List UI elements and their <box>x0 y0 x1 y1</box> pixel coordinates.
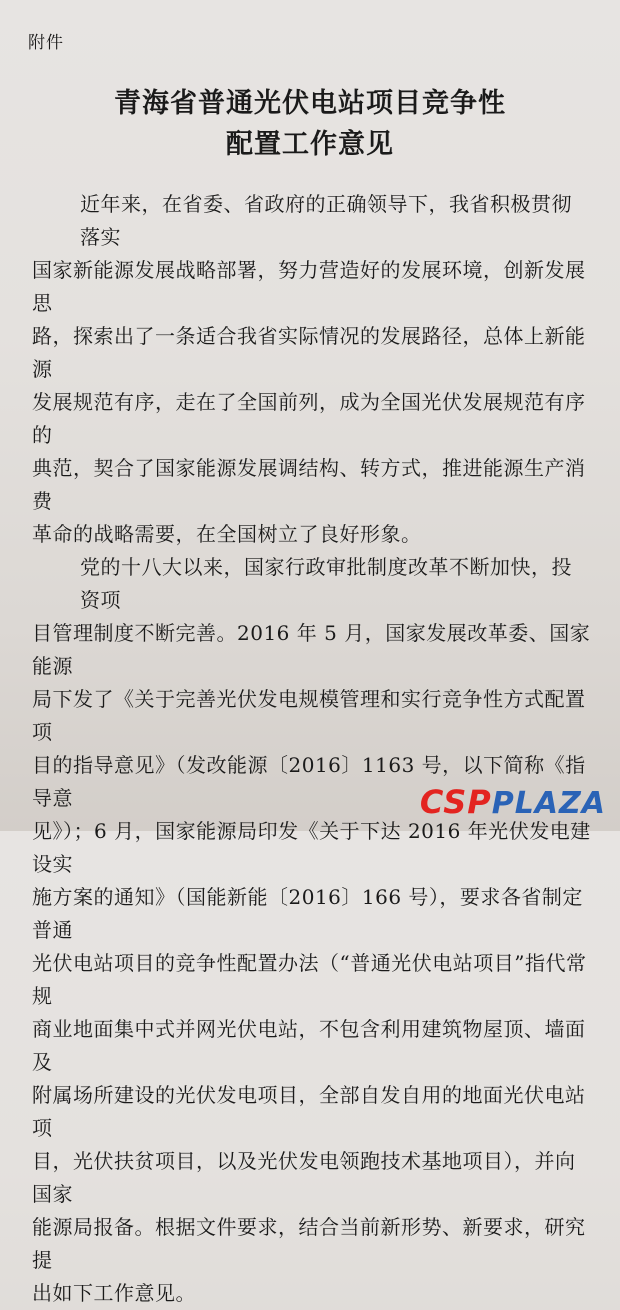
watermark-plaza-text: PLAZA <box>491 786 606 821</box>
body-line: 目管理制度不断完善。2016 年 5 月，国家发展改革委、国家能源 <box>32 621 591 678</box>
document-title-line-2: 配置工作意见 <box>226 129 394 160</box>
body-line: 典范，契合了国家能源发展调结构、转方式，推进能源生产消费 <box>32 456 586 513</box>
body-line: 附属场所建设的光伏发电项目，全部自发自用的地面光伏电站项 <box>32 1083 586 1140</box>
body-line: 见》）；6 月，国家能源局印发《关于下达 2016 年光伏发电建设实 <box>32 819 591 876</box>
body-line: 目，光伏扶贫项目，以及光伏发电领跑技术基地项目），并向国家 <box>32 1149 576 1206</box>
body-line: 发展规范有序，走在了全国前列，成为全国光伏发展规范有序的 <box>32 390 586 447</box>
body-line: 革命的战略需要，在全国树立了良好形象。 <box>32 522 422 546</box>
csp-plaza-watermark-logo <box>419 783 606 821</box>
body-line: 出如下工作意见。 <box>32 1281 196 1305</box>
body-line: 目的指导意见》（发改能源〔2016〕1163 号，以下简称《指导意 <box>32 753 586 810</box>
attachment-label: 附件 <box>28 33 64 53</box>
body-line: 施方案的通知》（国能新能〔2016〕166 号），要求各省制定普通 <box>32 885 583 942</box>
body-line: 能源局报备。根据文件要求，结合当前新形势、新要求，研究提 <box>32 1215 586 1272</box>
watermark-csp-text: CSP <box>419 783 492 821</box>
body-line: 商业地面集中式并网光伏电站，不包含利用建筑物屋顶、墙面及 <box>32 1017 586 1074</box>
document-body <box>32 188 592 1310</box>
body-line: 路，探索出了一条适合我省实际情况的发展路径，总体上新能源 <box>32 324 586 381</box>
body-line: 党的十八大以来，国家行政审批制度改革不断加快，投资项 <box>80 555 572 612</box>
document-title-line-1: 青海省普通光伏电站项目竞争性 <box>114 88 506 119</box>
body-line: 近年来，在省委、省政府的正确领导下，我省积极贯彻落实 <box>80 192 572 249</box>
body-line: 国家新能源发展战略部署，努力营造好的发展环境，创新发展思 <box>32 258 586 315</box>
body-line: 局下发了《关于完善光伏发电规模管理和实行竞争性方式配置项 <box>32 687 586 744</box>
body-line: 光伏电站项目的竞争性配置办法（“普通光伏电站项目”指代常规 <box>32 951 587 1008</box>
